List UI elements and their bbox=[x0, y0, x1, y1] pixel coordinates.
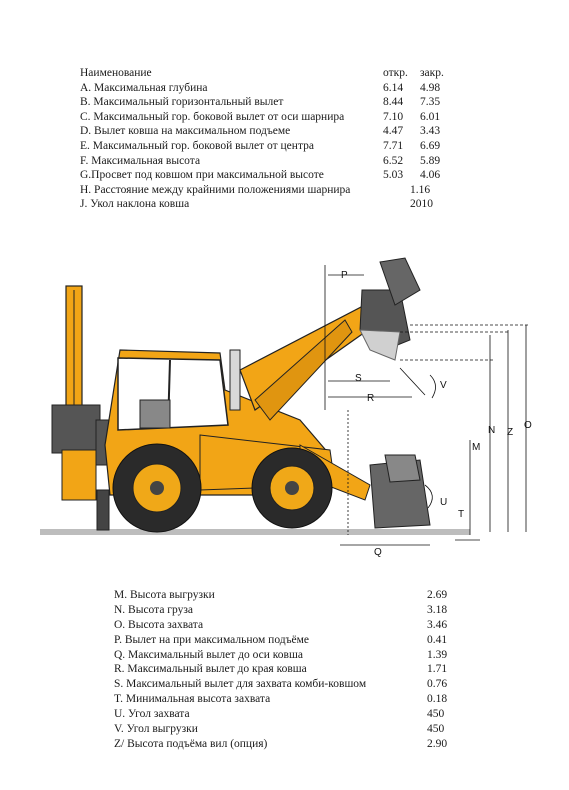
dim-label-o: O bbox=[524, 420, 532, 431]
backhoe-loader-diagram bbox=[0, 250, 569, 580]
row-label: Z/ Высота подъёма вил (опция) bbox=[114, 737, 268, 750]
front-wheel bbox=[252, 448, 332, 528]
table-row bbox=[80, 95, 460, 110]
backhoe-arm bbox=[52, 286, 114, 530]
row-value: 1.71 bbox=[427, 663, 448, 676]
row-closed: 4.06 bbox=[420, 169, 441, 182]
row-open: 7.71 bbox=[383, 139, 404, 152]
loader-arm bbox=[240, 258, 420, 420]
row-closed: 4.98 bbox=[420, 81, 441, 94]
bottom-spec-table bbox=[114, 588, 454, 752]
row-value: 0.18 bbox=[427, 693, 448, 706]
row-value: 1.39 bbox=[427, 648, 448, 661]
row-closed: 7.35 bbox=[420, 96, 441, 109]
row-open: 7.10 bbox=[383, 110, 404, 123]
table-row bbox=[114, 648, 454, 663]
row-open: 4.47 bbox=[383, 125, 404, 138]
row-label: D. Вылет ковша на максимальном подъеме bbox=[80, 125, 291, 138]
row-label: E. Максимальный гор. боковой вылет от центра bbox=[80, 139, 314, 152]
row-label: C. Максимальный гор. боковой вылет от оси шарнира bbox=[80, 110, 345, 123]
row-open: 6.52 bbox=[383, 154, 404, 167]
row-label: R. Максимальный вылет до края ковша bbox=[114, 663, 307, 676]
table-row bbox=[80, 124, 460, 139]
row-open: 8.44 bbox=[383, 96, 404, 109]
table-row bbox=[114, 603, 454, 618]
row-value: 0.76 bbox=[427, 678, 448, 691]
row-value: 1.16 bbox=[410, 183, 431, 196]
row-label: T. Минимальная высота захвата bbox=[114, 693, 271, 706]
dim-label-q: Q bbox=[374, 547, 382, 558]
row-label: Q. Максимальный вылет до оси ковша bbox=[114, 648, 303, 661]
dim-label-u: U bbox=[440, 497, 448, 508]
row-label: V. Угол выгрузки bbox=[114, 723, 198, 736]
row-value: 2.69 bbox=[427, 589, 448, 601]
rear-wheel bbox=[113, 444, 201, 532]
row-closed: 3.43 bbox=[420, 125, 441, 138]
header-closed: закр. bbox=[420, 67, 444, 79]
table-row bbox=[80, 139, 460, 154]
table-row bbox=[80, 110, 460, 125]
row-label: F. Максимальная высота bbox=[80, 154, 201, 167]
dim-label-n: N bbox=[488, 425, 496, 436]
row-label: U. Угол захвата bbox=[114, 708, 190, 721]
dim-label-t: T bbox=[458, 509, 465, 520]
dim-label-p: P bbox=[341, 270, 348, 281]
row-closed: 5.89 bbox=[420, 154, 441, 167]
row-value: 450 bbox=[427, 723, 445, 736]
table-row bbox=[114, 737, 454, 752]
table-row bbox=[114, 633, 454, 648]
row-open: 5.03 bbox=[383, 169, 404, 182]
table-row bbox=[114, 692, 454, 707]
row-label: A. Максимальная глубина bbox=[80, 81, 208, 94]
row-closed: 6.69 bbox=[420, 139, 441, 152]
header-name: Наименование bbox=[80, 67, 152, 79]
row-open: 6.14 bbox=[383, 81, 404, 94]
table-row bbox=[80, 154, 460, 169]
row-label: N. Высота груза bbox=[114, 603, 194, 616]
dim-label-m: M bbox=[472, 442, 481, 453]
table-row bbox=[114, 707, 454, 722]
header-open: откр. bbox=[383, 67, 408, 79]
row-label: P. Вылет на при максимальном подъёме bbox=[114, 633, 310, 646]
table-row bbox=[114, 588, 454, 603]
table-row bbox=[114, 677, 454, 692]
table-row bbox=[80, 81, 460, 96]
row-label: M. Высота выгрузки bbox=[114, 589, 215, 601]
table-row bbox=[114, 662, 454, 677]
row-label: G.Просвет под ковшом при максимальной высоте bbox=[80, 169, 324, 182]
dim-label-z: Z bbox=[507, 427, 514, 438]
dim-label-s: S bbox=[355, 373, 362, 384]
table-row bbox=[114, 722, 454, 737]
table-row bbox=[80, 197, 460, 212]
dimension-lines bbox=[325, 265, 530, 545]
table-row bbox=[80, 183, 460, 198]
dim-label-v: V bbox=[440, 380, 447, 391]
table-row bbox=[114, 618, 454, 633]
row-label: H. Расстояние между крайними положениями шарнира bbox=[80, 183, 351, 196]
row-value: 3.46 bbox=[427, 618, 448, 631]
row-label: S. Максимальный вылет для захвата комби-ковшом bbox=[114, 678, 367, 691]
row-label: J. Укол наклона ковша bbox=[80, 198, 190, 211]
dim-label-r: R bbox=[367, 393, 375, 404]
row-label: O. Высота захвата bbox=[114, 618, 204, 631]
top-spec-table bbox=[80, 66, 460, 212]
row-value: 450 bbox=[427, 708, 445, 721]
table-row bbox=[80, 168, 460, 183]
row-value: 2.90 bbox=[427, 737, 448, 750]
row-value: 0.41 bbox=[427, 633, 448, 646]
row-label: B. Максимальный горизонтальный вылет bbox=[80, 96, 284, 109]
row-value: 3.18 bbox=[427, 603, 448, 616]
top-table-header bbox=[80, 66, 460, 81]
row-value: 2010 bbox=[410, 198, 433, 211]
row-closed: 6.01 bbox=[420, 110, 441, 123]
